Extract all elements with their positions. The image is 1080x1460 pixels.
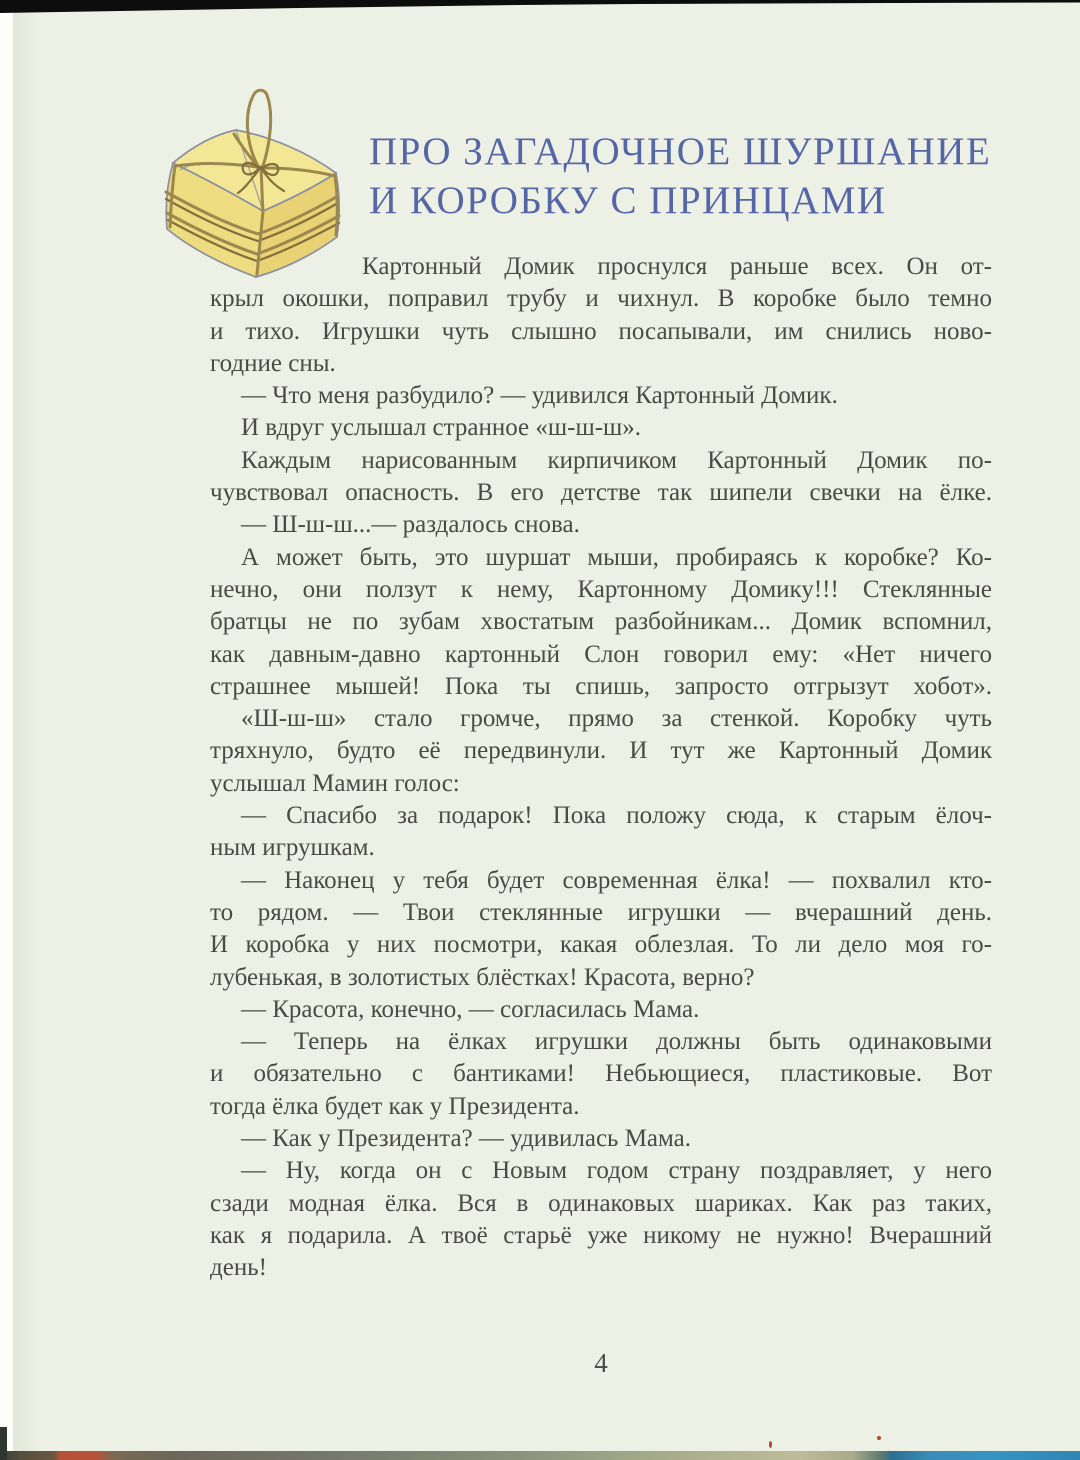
text-line: нечно, они ползут к нему, Картонному Домику!!! Стеклянные — [210, 575, 992, 603]
scan-speck — [877, 1436, 881, 1440]
scan-top-edge — [0, 0, 1080, 14]
text-line: А может быть, это шуршат мыши, пробираясь к коробке? Ко- — [241, 543, 992, 571]
text-line: ным игрушкам. — [210, 834, 375, 862]
text-line: — Спасибо за подарок! Пока положу сюда, к старым ёлоч- — [241, 802, 992, 830]
text-line: И коробка у них посмотри, какая облезлая. То ли дело моя го- — [210, 931, 992, 959]
text-line: Картонный Домик проснулся раньше всех. Он от- — [362, 253, 992, 280]
text-line: — Наконец у тебя будет современная ёлка! — похвалил кто- — [241, 866, 992, 894]
text-line: братцы не по зубам хвостатым разбойникам... Домик вспомнил, — [210, 608, 992, 636]
text-line: страшнее мышей! Пока ты спишь, запросто отгрызут хобот». — [210, 672, 992, 700]
text-line: лубенькая, в золотистых блёстках! Красота, верно? — [210, 963, 755, 991]
text-line: И вдруг услышал странное «ш-ш-ш». — [241, 414, 642, 442]
page-number: 4 — [594, 1348, 608, 1378]
text-line: «Ш-ш-ш» стало громче, прямо за стенкой. Коробку чуть — [241, 705, 992, 733]
text-line: то рядом. — Твои стеклянные игрушки — вчерашний день. — [210, 898, 992, 926]
scan-speck — [769, 1441, 772, 1448]
text-line: Каждым нарисованным кирпичиком Картонный Домик по- — [241, 446, 992, 474]
text-line: и тихо. Игрушки чуть слышно посапывали, им снились ново- — [210, 317, 992, 345]
text-line: — Что меня разбудило? — удивился Картонный Домик. — [241, 382, 838, 410]
scan-left-edge — [0, 0, 13, 1460]
text-line: как давным-давно картонный Слон говорил ему: «Нет ничего — [210, 640, 992, 668]
text-line: сзади модная ёлка. Вся в одинаковых шариках. Как раз таких, — [210, 1189, 992, 1217]
text-line: — Красота, конечно, — согласилась Мама. — [241, 995, 700, 1023]
text-line: годние сны. — [210, 349, 336, 377]
text-line: и обязательно с бантиками! Небьющиеся, пластиковые. Вот — [210, 1060, 992, 1088]
text-line: — Ну, когда он с Новым годом страну поздравляет, у него — [241, 1157, 992, 1185]
text-line: крыл окошки, поправил трубу и чихнул. В коробке было темно — [210, 285, 992, 313]
chapter-title-line-1: ПРО ЗАГАДОЧНОЕ ШУРШАНИЕ — [369, 130, 992, 173]
scan-corner-notch — [0, 1427, 7, 1460]
body-text — [210, 251, 992, 1285]
text-line: — Теперь на ёлках игрушки должны быть одинаковыми — [241, 1028, 992, 1056]
text-line: как я подарила. А твоё старьё уже никому не нужно! Вчерашний — [210, 1221, 992, 1249]
text-line: тогда ёлка будет как у Президента. — [210, 1092, 580, 1120]
text-line: — Как у Президента? — удивилась Мама. — [241, 1125, 692, 1153]
text-line: чувствовал опасность. В его детстве так шипели свечки на ёлке. — [210, 479, 992, 507]
scan-bottom-edge — [0, 1451, 1080, 1460]
chapter-title — [369, 127, 991, 225]
text-line: тряхнуло, будто её передвинули. И тут же Картонный Домик — [210, 737, 992, 765]
text-line: услышал Мамин голос: — [210, 769, 460, 797]
text-line: — Ш-ш-ш...— раздалось снова. — [241, 511, 580, 539]
chapter-title-line-2: И КОРОБКУ С ПРИНЦАМИ — [369, 179, 887, 222]
scan-left-edge-shadow — [13, 0, 39, 1460]
text-line: день! — [210, 1254, 267, 1282]
